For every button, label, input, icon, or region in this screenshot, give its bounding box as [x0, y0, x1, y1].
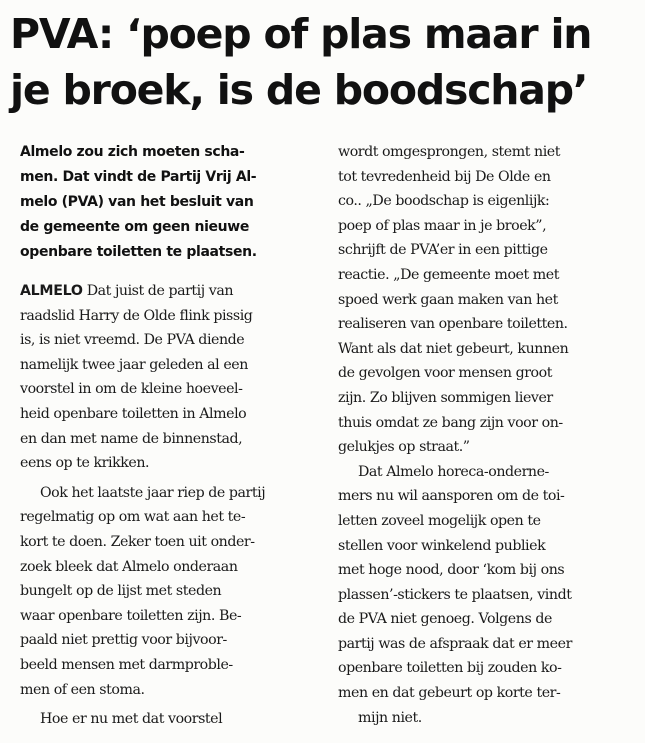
body-line: Hoe er nu met dat voorstel: [40, 711, 223, 728]
body-line: co.. „De boodschap is eigenlijk:: [338, 193, 550, 210]
body-line: mijn niet.: [358, 709, 422, 726]
article-intro: [20, 140, 316, 265]
body-line: [20, 279, 316, 304]
article-column-right: [338, 140, 634, 730]
intro-line: melo (PVA) van het besluit van: [20, 194, 254, 210]
body-line: schrijft de PVA’er in een pittige: [338, 242, 548, 259]
paragraph-1: [20, 279, 316, 476]
article-headline: [10, 6, 635, 118]
body-line: de gevolgen voor mensen groot: [338, 365, 552, 382]
paragraph-3-start: [20, 707, 316, 732]
body-line: men en dat gebeurt op korte ter-: [338, 685, 561, 702]
body-line: thuis omdat ze bang zijn voor on-: [338, 414, 563, 431]
body-line: en dan met name de binnenstad,: [20, 430, 243, 447]
body-line: regelmatig op om wat aan het te-: [20, 509, 246, 526]
body-line: mers nu wil aansporen om de toi-: [338, 488, 565, 505]
body-line: beeld mensen met darmproble-: [20, 656, 233, 673]
headline-line: je broek, is de boodschap’: [10, 66, 588, 114]
body-line: voorstel in om de kleine hoeveel-: [20, 381, 243, 398]
intro-line: Almelo zou zich moeten scha-: [20, 144, 245, 160]
body-line: eens op te krikken.: [20, 455, 150, 472]
body-line: men of een stoma.: [20, 681, 145, 698]
paragraph-3-continued: [338, 140, 634, 460]
body-line: openbare toiletten bij zouden ko-: [338, 660, 562, 677]
body-line: is, is niet vreemd. De PVA diende: [20, 332, 245, 349]
body-line: gelukjes op straat.”: [338, 439, 470, 456]
dateline: ALMELO: [20, 283, 83, 299]
body-line: paald niet prettig voor bijvoor-: [20, 632, 227, 649]
body-line: Want als dat niet gebeurt, kunnen: [338, 340, 569, 357]
body-line: reactie. „De gemeente moet met: [338, 266, 559, 283]
body-line: wordt omgesprongen, stemt niet: [338, 144, 561, 160]
body-line: namelijk twee jaar geleden al een: [20, 356, 248, 373]
paragraph-4: [338, 460, 634, 731]
paragraph-2: [20, 481, 316, 702]
headline-line: PVA: ‘poep of plas maar in: [10, 10, 592, 58]
body-line: kort te doen. Zeker toen uit onder-: [20, 533, 255, 550]
intro-line: de gemeente om geen nieuwe: [20, 219, 250, 235]
body-text: Dat juist de partij van: [82, 283, 234, 299]
body-line: zoek bleek dat Almelo onderaan: [20, 558, 238, 575]
body-line: zijn. Zo blijven sommigen liever: [338, 389, 553, 406]
body-line: waar openbare toiletten zijn. Be-: [20, 607, 242, 624]
body-line: plassen’-stickers te plaatsen, vindt: [338, 586, 572, 603]
article-column-left: [20, 140, 316, 732]
body-line: spoed werk gaan maken van het: [338, 291, 558, 308]
body-line: met hoge nood, door ‘kom bij ons: [338, 562, 565, 579]
intro-line: men. Dat vindt de Partij Vrij Al-: [20, 169, 257, 185]
body-line: raadslid Harry de Olde flink pissig: [20, 307, 253, 324]
body-line: tot tevredenheid bij De Olde en: [338, 168, 551, 185]
body-line: poep of plas maar in je broek”,: [338, 217, 547, 234]
body-line: letten zoveel mogelijk open te: [338, 512, 541, 529]
intro-line: openbare toiletten te plaatsen.: [20, 244, 257, 260]
body-line: heid openbare toiletten in Almelo: [20, 405, 247, 422]
body-line: realiseren van openbare toiletten.: [338, 316, 568, 333]
body-line: partij was de afspraak dat er meer: [338, 635, 572, 652]
body-line: stellen voor winkelend publiek: [338, 537, 546, 554]
body-line: de PVA niet genoeg. Volgens de: [338, 611, 552, 628]
body-line: Ook het laatste jaar riep de partij: [40, 484, 266, 501]
body-line: bungelt op de lijst met steden: [20, 583, 222, 600]
body-line: Dat Almelo horeca-onderne-: [358, 463, 549, 480]
